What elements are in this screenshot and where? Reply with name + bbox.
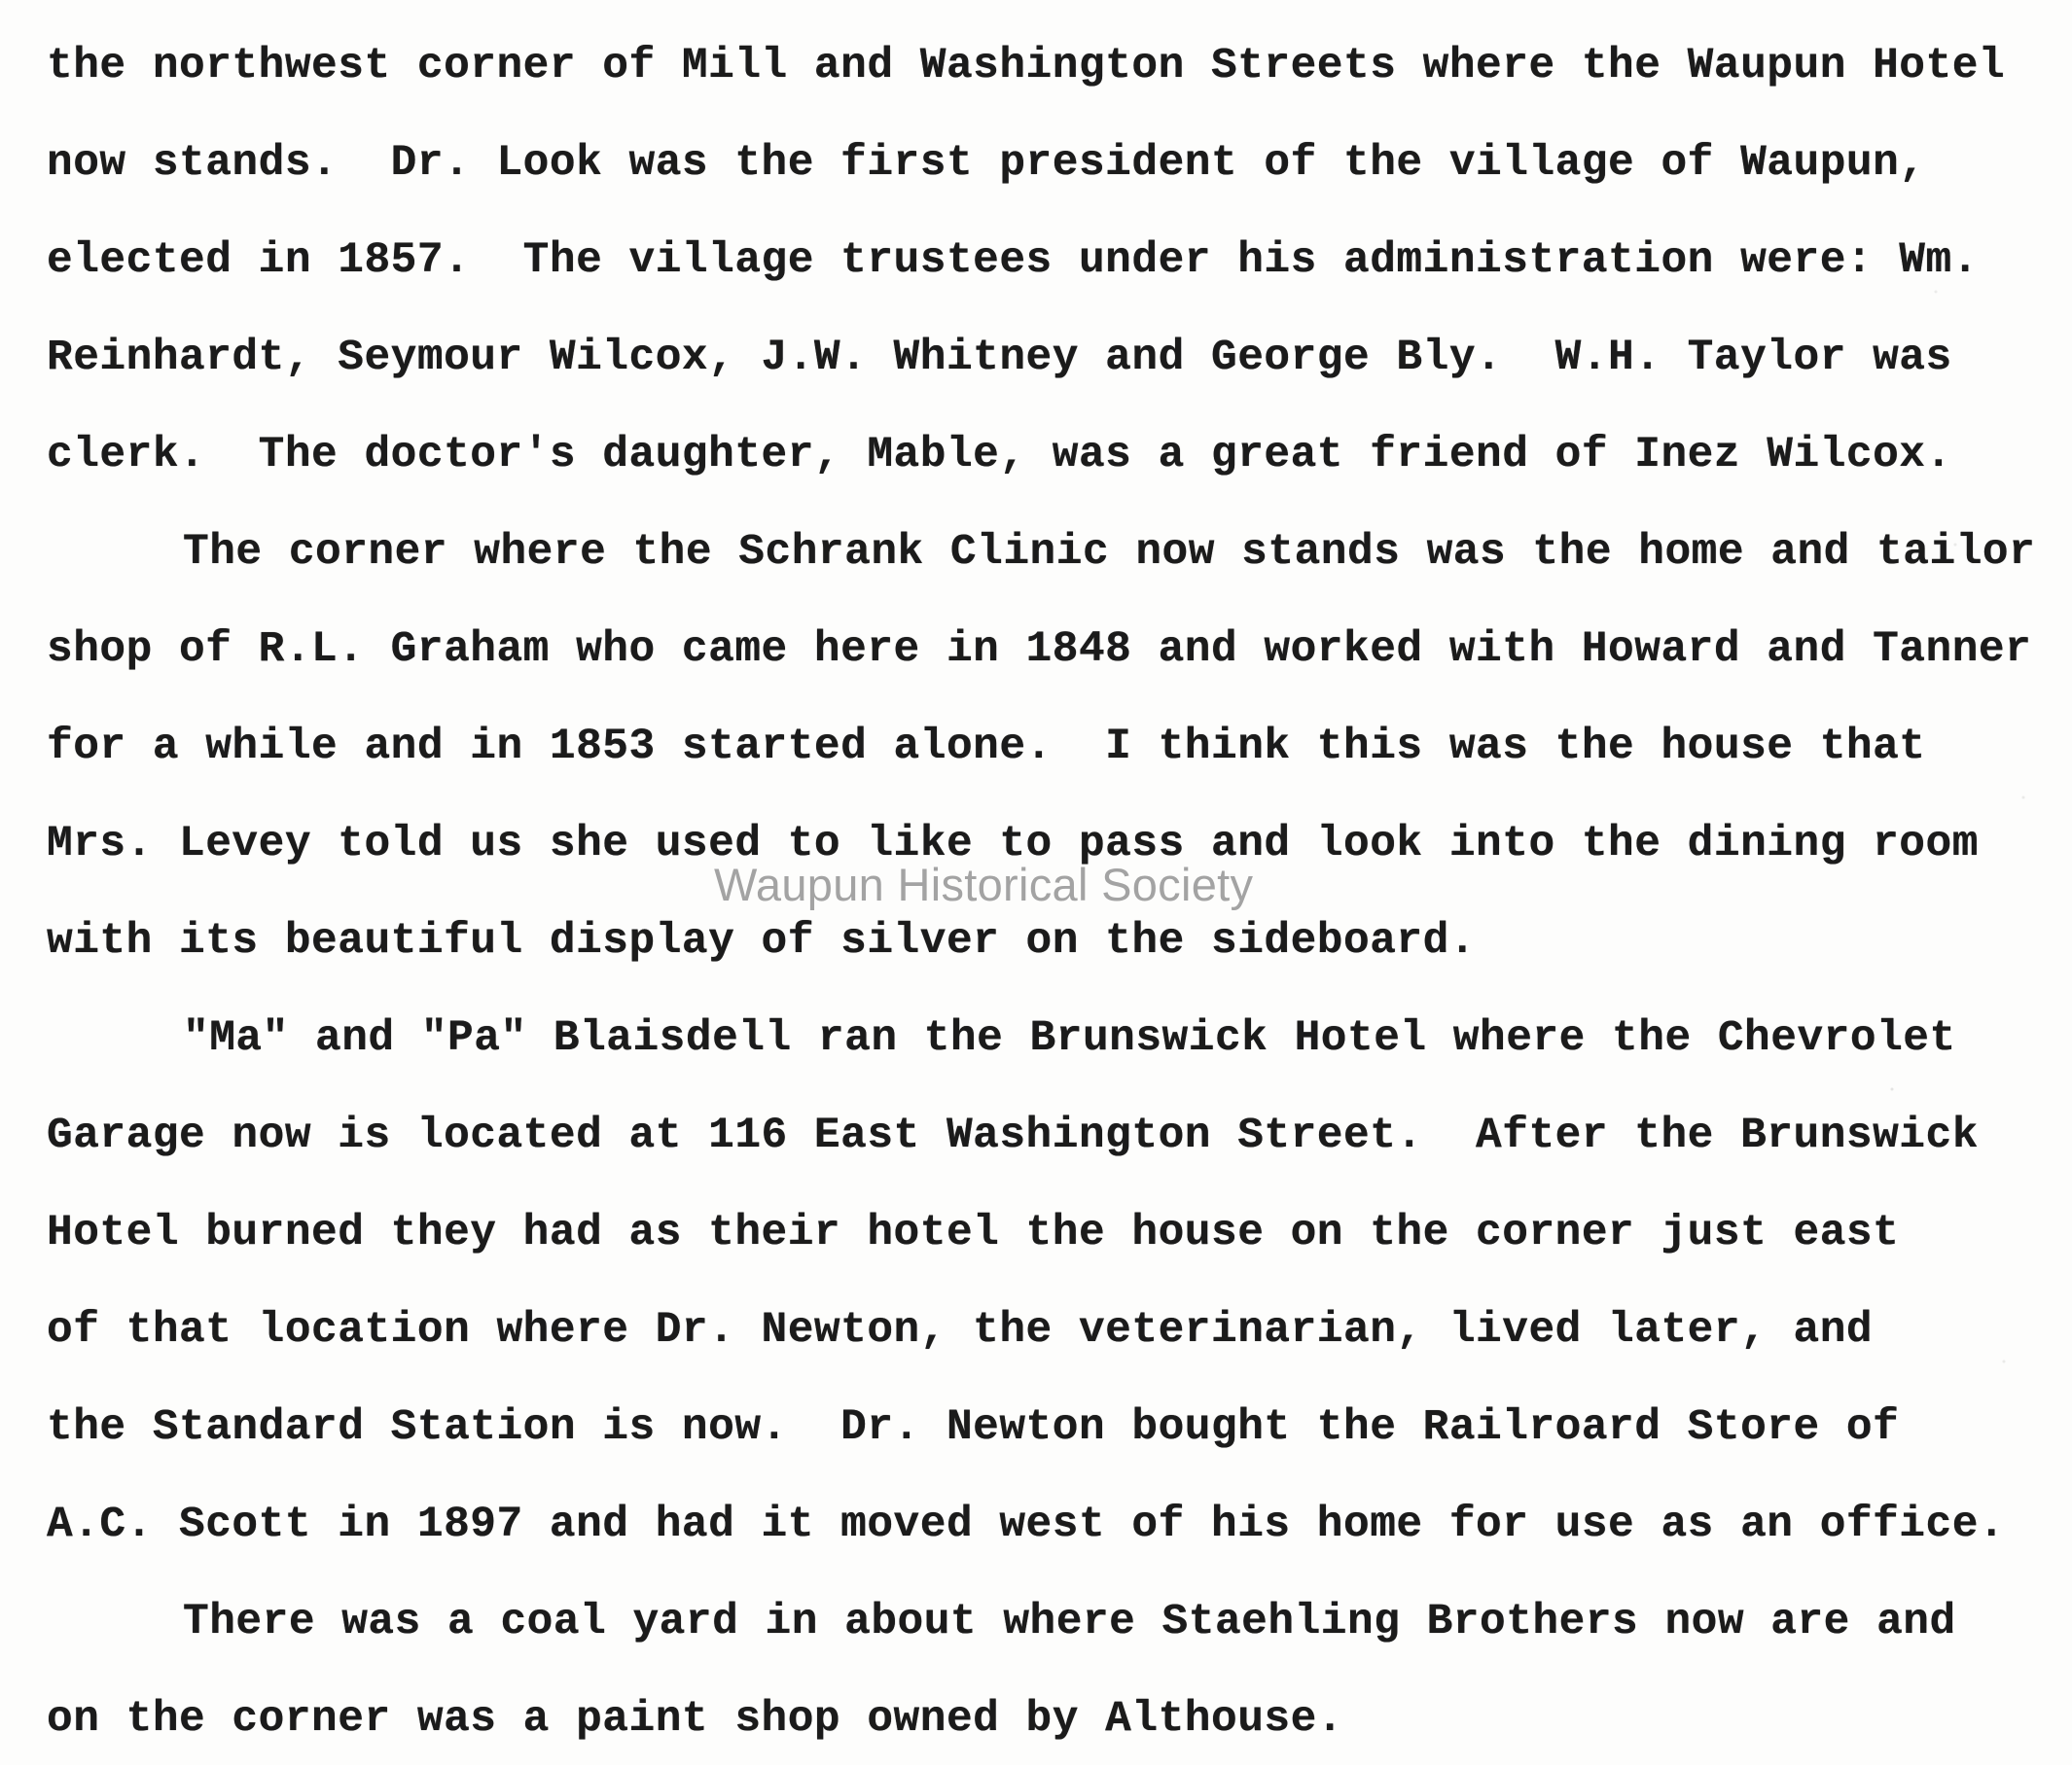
text-line: with its beautiful display of silver on the sideboard. xyxy=(47,917,1477,966)
text-line: "Ma" and "Pa" Blaisdell ran the Brunswick Hotel where the Chevrolet xyxy=(183,1014,1956,1063)
text-line: A.C. Scott in 1897 and had it moved west of his home for use as an office. xyxy=(47,1501,2006,1549)
text-line: shop of R.L. Graham who came here in 1848 and worked with Howard and Tanner xyxy=(47,625,2032,674)
text-line: Reinhardt, Seymour Wilcox, J.W. Whitney and George Bly. W.H. Taylor was xyxy=(47,334,1952,382)
text-line: for a while and in 1853 started alone. I think this was the house that xyxy=(47,723,1926,771)
text-line: Mrs. Levey told us she used to like to pass and look into the dining room xyxy=(47,820,1979,868)
text-line: of that location where Dr. Newton, the veterinarian, lived later, and xyxy=(47,1306,1874,1355)
text-line: the Standard Station is now. Dr. Newton bought the Railroard Store of xyxy=(47,1403,1900,1452)
text-line: on the corner was a paint shop owned by Althouse. xyxy=(47,1695,1344,1744)
text-line: now stands. Dr. Look was the first president of the village of Waupun, xyxy=(47,139,1926,188)
text-line: clerk. The doctor's daughter, Mable, was a great friend of Inez Wilcox. xyxy=(47,431,1952,479)
text-line: elected in 1857. The village trustees under his administration were: Wm. xyxy=(47,236,1979,285)
typewritten-text xyxy=(47,18,2051,1768)
text-line: There was a coal yard in about where Staehling Brothers now are and xyxy=(183,1598,1956,1646)
text-line: Garage now is located at 116 East Washington Street. After the Brunswick xyxy=(47,1112,1979,1160)
watermark: Waupun Historical Society xyxy=(714,859,1254,910)
text-line: Hotel burned they had as their hotel the house on the corner just east xyxy=(47,1209,1900,1257)
text-line: The corner where the Schrank Clinic now stands was the home and tailor xyxy=(183,528,2036,577)
text-line: the northwest corner of Mill and Washington Streets where the Waupun Hotel xyxy=(47,42,2006,90)
